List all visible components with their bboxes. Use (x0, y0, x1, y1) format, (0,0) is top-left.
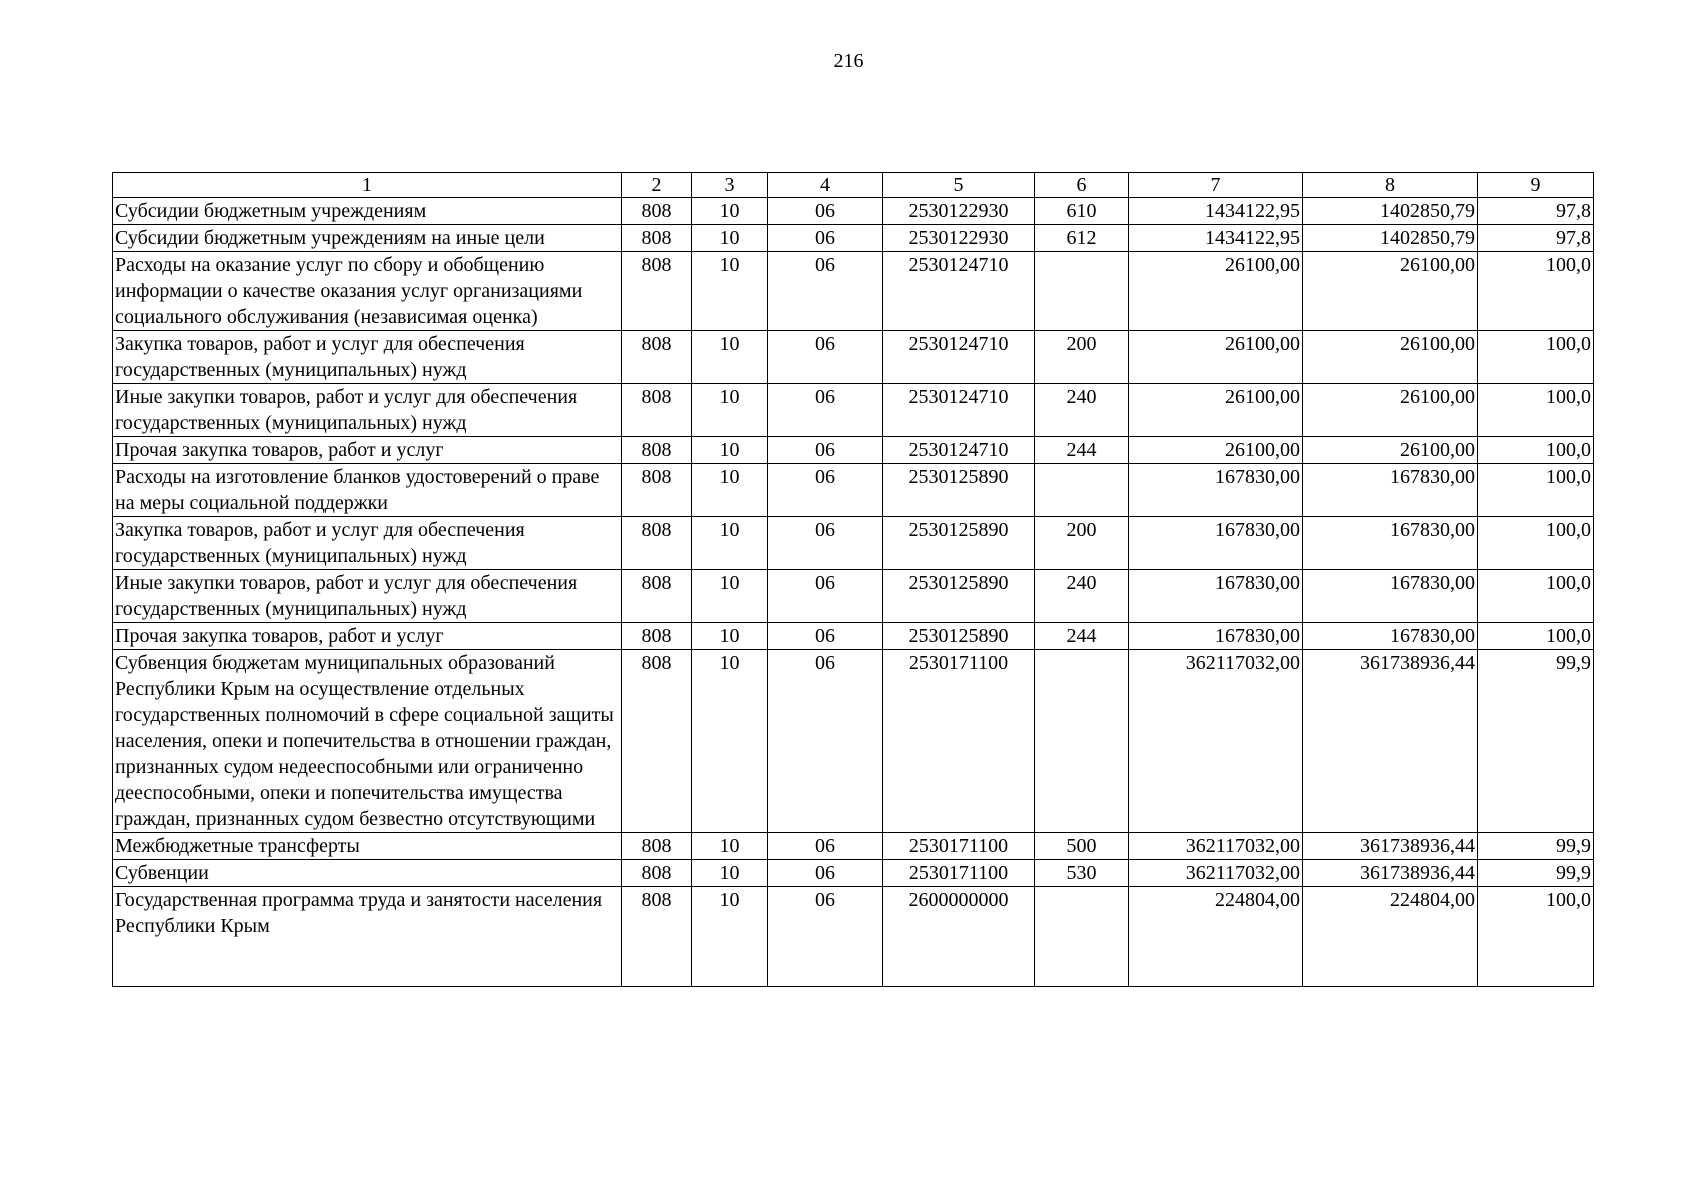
planned-amount: 362117032,00 (1129, 860, 1303, 887)
execution-percent: 99,9 (1478, 833, 1594, 860)
expense-type-code: 500 (1035, 833, 1129, 860)
ministry-code: 808 (622, 198, 692, 225)
item-name: Государственная программа труда и занятости населения Республики Крым (113, 887, 622, 987)
planned-amount: 362117032,00 (1129, 650, 1303, 833)
subsection-code: 06 (768, 650, 883, 833)
executed-amount: 361738936,44 (1303, 860, 1478, 887)
expense-type-code: 610 (1035, 198, 1129, 225)
ministry-code: 808 (622, 464, 692, 517)
budget-table (112, 172, 1594, 987)
executed-amount: 361738936,44 (1303, 650, 1478, 833)
execution-percent: 100,0 (1478, 623, 1594, 650)
section-code: 10 (692, 860, 768, 887)
ministry-code: 808 (622, 887, 692, 987)
section-code: 10 (692, 198, 768, 225)
ministry-code: 808 (622, 384, 692, 437)
planned-amount: 1434122,95 (1129, 225, 1303, 252)
ministry-code: 808 (622, 833, 692, 860)
ministry-code: 808 (622, 331, 692, 384)
expense-type-code (1035, 464, 1129, 517)
execution-percent: 97,8 (1478, 198, 1594, 225)
table-row (113, 650, 1594, 833)
planned-amount: 26100,00 (1129, 384, 1303, 437)
subsection-code: 06 (768, 833, 883, 860)
target-article-code: 2530125890 (883, 623, 1035, 650)
expense-type-code: 612 (1035, 225, 1129, 252)
header-row (113, 173, 1594, 198)
executed-amount: 1402850,79 (1303, 198, 1478, 225)
ministry-code: 808 (622, 860, 692, 887)
execution-percent: 100,0 (1478, 887, 1594, 987)
executed-amount: 167830,00 (1303, 623, 1478, 650)
table-row (113, 225, 1594, 252)
target-article-code: 2530124710 (883, 384, 1035, 437)
item-name: Закупка товаров, работ и услуг для обеспечения государственных (муниципальных) нужд (113, 331, 622, 384)
item-name: Субвенция бюджетам муниципальных образований Республики Крым на осуществление отдельных государственных полномочий в сфере социальной защиты населения, опеки и попечительства в отношении граждан, признанных судом недееспособными или ограниченно дееспособными, опеки и попечительства имущества граждан, признанных судом безвестно отсутствующими (113, 650, 622, 833)
execution-percent: 99,9 (1478, 650, 1594, 833)
executed-amount: 361738936,44 (1303, 833, 1478, 860)
table-row (113, 623, 1594, 650)
executed-amount: 224804,00 (1303, 887, 1478, 987)
table-row (113, 384, 1594, 437)
section-code: 10 (692, 517, 768, 570)
executed-amount: 167830,00 (1303, 570, 1478, 623)
subsection-code: 06 (768, 517, 883, 570)
section-code: 10 (692, 464, 768, 517)
planned-amount: 362117032,00 (1129, 833, 1303, 860)
item-name: Закупка товаров, работ и услуг для обеспечения государственных (муниципальных) нужд (113, 517, 622, 570)
planned-amount: 224804,00 (1129, 887, 1303, 987)
table-row (113, 437, 1594, 464)
subsection-code: 06 (768, 623, 883, 650)
subsection-code: 06 (768, 225, 883, 252)
section-code: 10 (692, 225, 768, 252)
expense-type-code: 240 (1035, 384, 1129, 437)
subsection-code: 06 (768, 860, 883, 887)
subsection-code: 06 (768, 437, 883, 464)
section-code: 10 (692, 623, 768, 650)
header-cell: 2 (622, 173, 692, 198)
item-name: Межбюджетные трансферты (113, 833, 622, 860)
table-row (113, 464, 1594, 517)
ministry-code: 808 (622, 517, 692, 570)
expense-type-code: 530 (1035, 860, 1129, 887)
executed-amount: 167830,00 (1303, 464, 1478, 517)
subsection-code: 06 (768, 252, 883, 331)
target-article-code: 2530171100 (883, 650, 1035, 833)
subsection-code: 06 (768, 570, 883, 623)
execution-percent: 100,0 (1478, 437, 1594, 464)
item-name: Субсидии бюджетным учреждениям (113, 198, 622, 225)
executed-amount: 26100,00 (1303, 331, 1478, 384)
executed-amount: 1402850,79 (1303, 225, 1478, 252)
execution-percent: 100,0 (1478, 570, 1594, 623)
target-article-code: 2530124710 (883, 331, 1035, 384)
planned-amount: 167830,00 (1129, 517, 1303, 570)
expense-type-code: 240 (1035, 570, 1129, 623)
expense-type-code: 244 (1035, 437, 1129, 464)
section-code: 10 (692, 437, 768, 464)
expense-type-code (1035, 252, 1129, 331)
section-code: 10 (692, 331, 768, 384)
expense-type-code: 244 (1035, 623, 1129, 650)
expense-type-code (1035, 887, 1129, 987)
subsection-code: 06 (768, 887, 883, 987)
planned-amount: 167830,00 (1129, 570, 1303, 623)
expense-type-code: 200 (1035, 331, 1129, 384)
ministry-code: 808 (622, 225, 692, 252)
table-row (113, 517, 1594, 570)
page-number: 216 (833, 50, 864, 72)
table-row (113, 252, 1594, 331)
table-row (113, 570, 1594, 623)
planned-amount: 167830,00 (1129, 623, 1303, 650)
target-article-code: 2530171100 (883, 833, 1035, 860)
section-code: 10 (692, 252, 768, 331)
target-article-code: 2530171100 (883, 860, 1035, 887)
executed-amount: 26100,00 (1303, 437, 1478, 464)
target-article-code: 2530124710 (883, 252, 1035, 331)
expense-type-code: 200 (1035, 517, 1129, 570)
planned-amount: 167830,00 (1129, 464, 1303, 517)
target-article-code: 2530125890 (883, 464, 1035, 517)
execution-percent: 97,8 (1478, 225, 1594, 252)
header-cell: 1 (113, 173, 622, 198)
execution-percent: 100,0 (1478, 517, 1594, 570)
planned-amount: 1434122,95 (1129, 198, 1303, 225)
planned-amount: 26100,00 (1129, 331, 1303, 384)
subsection-code: 06 (768, 464, 883, 517)
header-cell: 7 (1129, 173, 1303, 198)
ministry-code: 808 (622, 570, 692, 623)
section-code: 10 (692, 650, 768, 833)
planned-amount: 26100,00 (1129, 437, 1303, 464)
subsection-code: 06 (768, 198, 883, 225)
target-article-code: 2530122930 (883, 225, 1035, 252)
execution-percent: 100,0 (1478, 252, 1594, 331)
item-name: Расходы на изготовление бланков удостоверений о праве на меры социальной поддержки (113, 464, 622, 517)
executed-amount: 26100,00 (1303, 252, 1478, 331)
execution-percent: 100,0 (1478, 384, 1594, 437)
table-row (113, 331, 1594, 384)
ministry-code: 808 (622, 650, 692, 833)
section-code: 10 (692, 570, 768, 623)
item-name: Расходы на оказание услуг по сбору и обобщению информации о качестве оказания услуг организациями социального обслуживания (независимая оценка) (113, 252, 622, 331)
item-name: Прочая закупка товаров, работ и услуг (113, 623, 622, 650)
target-article-code: 2530122930 (883, 198, 1035, 225)
header-cell: 9 (1478, 173, 1594, 198)
section-code: 10 (692, 887, 768, 987)
ministry-code: 808 (622, 623, 692, 650)
executed-amount: 167830,00 (1303, 517, 1478, 570)
table-row (113, 198, 1594, 225)
header-cell: 4 (768, 173, 883, 198)
target-article-code: 2530125890 (883, 570, 1035, 623)
execution-percent: 100,0 (1478, 464, 1594, 517)
table-row (113, 887, 1594, 987)
execution-percent: 99,9 (1478, 860, 1594, 887)
item-name: Иные закупки товаров, работ и услуг для обеспечения государственных (муниципальных) нужд (113, 570, 622, 623)
ministry-code: 808 (622, 252, 692, 331)
table-row (113, 860, 1594, 887)
header-cell: 8 (1303, 173, 1478, 198)
item-name: Субвенции (113, 860, 622, 887)
target-article-code: 2530124710 (883, 437, 1035, 464)
ministry-code: 808 (622, 437, 692, 464)
header-cell: 6 (1035, 173, 1129, 198)
item-name: Иные закупки товаров, работ и услуг для обеспечения государственных (муниципальных) нужд (113, 384, 622, 437)
execution-percent: 100,0 (1478, 331, 1594, 384)
expense-type-code (1035, 650, 1129, 833)
item-name: Субсидии бюджетным учреждениям на иные цели (113, 225, 622, 252)
section-code: 10 (692, 833, 768, 860)
header-cell: 5 (883, 173, 1035, 198)
header-cell: 3 (692, 173, 768, 198)
section-code: 10 (692, 384, 768, 437)
subsection-code: 06 (768, 384, 883, 437)
subsection-code: 06 (768, 331, 883, 384)
table-row (113, 833, 1594, 860)
target-article-code: 2530125890 (883, 517, 1035, 570)
planned-amount: 26100,00 (1129, 252, 1303, 331)
executed-amount: 26100,00 (1303, 384, 1478, 437)
item-name: Прочая закупка товаров, работ и услуг (113, 437, 622, 464)
target-article-code: 2600000000 (883, 887, 1035, 987)
